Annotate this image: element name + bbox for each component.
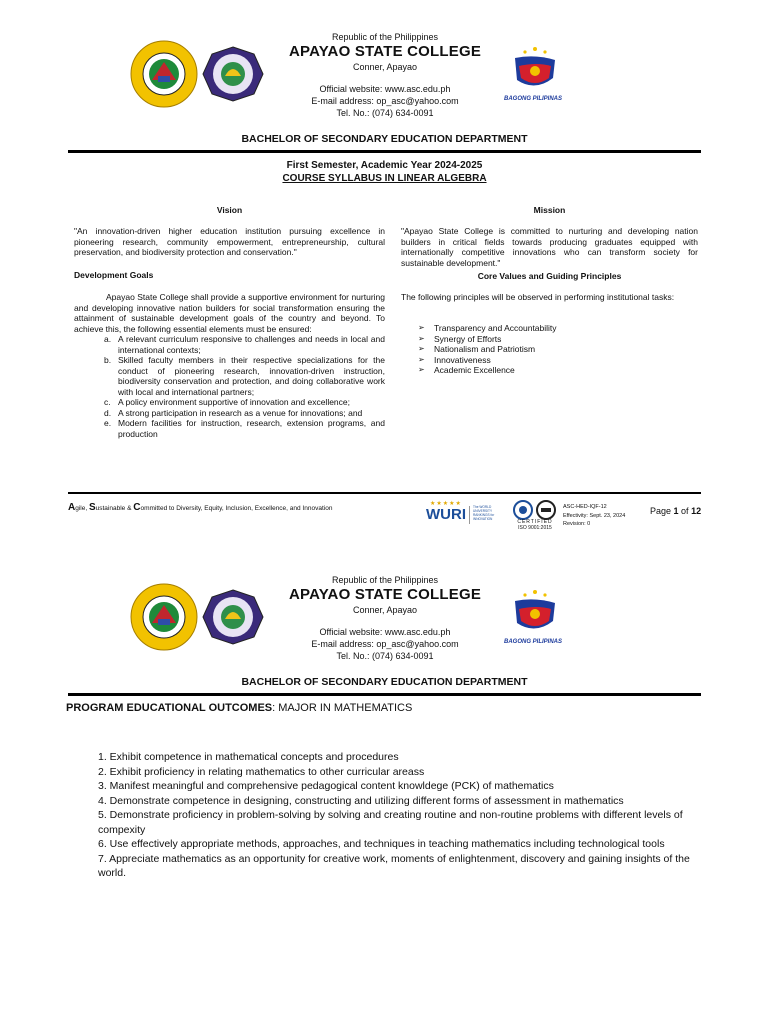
dev-goals-heading: Development Goals (74, 270, 154, 280)
header-divider (68, 693, 701, 696)
vision-text: "An innovation-driven higher education institution pursuing excellence in pioneering research, community empowerment, entrepreneurship, cultural preservation, and biodiversity protection and conservation." (74, 226, 385, 257)
outcome-item: 3. Manifest meaningful and comprehensive pedagogical content knowldege (PCK) of mathematics (98, 780, 554, 792)
department-heading: BACHELOR OF SECONDARY EDUCATION DEPARTMENT (241, 676, 528, 688)
dev-goal-item: b. Skilled faculty members in their respective specializations for the conduct of pioneering research, innovation-driven instruction, biodiversity conservation and protection, and doing collaborative work with local and international partners; (104, 355, 385, 397)
core-value-item: ➢ Academic Excellence (418, 365, 688, 376)
outcome-item: 1. Exhibit competence in mathematical concepts and procedures (98, 751, 399, 763)
mission-heading: Mission (533, 205, 566, 215)
college-name: APAYAO STATE COLLEGE (288, 586, 482, 603)
republic-text: Republic of the Philippines (331, 575, 439, 585)
email-text: E-mail address: op_asc@yahoo.com (311, 639, 459, 649)
outcome-item: 6. Use effectively appropriate methods, approaches, and techniques in teaching mathematics including technological tools (98, 838, 665, 850)
doc-code: ASC-HED-IQF-12 (563, 504, 607, 510)
revision: Revision: 0 (563, 521, 591, 527)
mission-text: "Apayao State College is committed to nurturing and developing nation builders in critical fields towards producing graduates equipped with internationally competitive innovations who can transform society for sustainable development." (401, 226, 698, 268)
website-text: Official website: www.asc.edu.ph (319, 627, 451, 637)
wuri-text: WURI (426, 506, 466, 523)
college-location: Conner, Apayao (352, 62, 418, 72)
college-seal-logo (130, 583, 198, 651)
wuri-small-text: The WORLD UNIVERSITY RANKINGS for INNOVATION (473, 505, 495, 521)
outcome-item: 2. Exhibit proficiency in relating mathematics to other curricular areass (98, 765, 425, 778)
certification-badges (513, 500, 557, 520)
core-values-heading: Core Values and Guiding Principles (477, 271, 622, 281)
core-value-item: ➢ Innovativeness (418, 355, 688, 366)
core-value-item: ➢ Synergy of Efforts (418, 334, 688, 345)
tel-text: Tel. No.: (074) 634-0091 (336, 651, 434, 661)
bagong-pilipinas-logo (505, 587, 565, 637)
outcome-item: 5. Demonstrate proficiency in problem-solving by solving and creating routine and non-routine problems with different levels of compexity (98, 809, 683, 836)
document-control (563, 503, 643, 529)
footer-divider (68, 492, 701, 494)
peo-title (66, 702, 706, 714)
course-title: COURSE SYLLABUS IN LINEAR ALGEBRA (282, 173, 487, 184)
core-values-intro: The following principles will be observed in performing institutional tasks: (401, 292, 675, 302)
vision-heading: Vision (216, 205, 243, 215)
page-number: Page 1 of 12 (650, 506, 702, 516)
dev-goal-item: d. A strong participation in research as a venue for innovations; and (104, 407, 363, 418)
outcomes-list (98, 750, 702, 881)
core-values-list (418, 323, 688, 376)
outcome-item: 4. Demonstrate competence in designing, constructing and utilizing different forms of assessment in mathematics (98, 794, 624, 807)
outcome-item: 7. Appreciate mathematics as an opportunity for creative work, moments of enlightenment, discovery and gaining insights of the world. (98, 852, 690, 879)
department-seal-logo (202, 46, 264, 102)
email-text: E-mail address: op_asc@yahoo.com (311, 96, 459, 106)
republic-text: Republic of the Philippines (331, 32, 439, 42)
footer-tagline: Agile, Sustainable & Committed to Diversity, Equity, Inclusion, Excellence, and Innovation (68, 502, 333, 513)
bagong-pilipinas-label: BAGONG PILIPINAS (503, 639, 562, 645)
dev-goal-item: a. A relevant curriculum responsive to challenges and needs in local and international contexts; (104, 334, 385, 355)
bagong-pilipinas-label: BAGONG PILIPINAS (503, 96, 562, 102)
header-divider (68, 150, 701, 153)
website-text: Official website: www.asc.edu.ph (319, 84, 451, 94)
college-location: Conner, Apayao (352, 605, 418, 615)
dev-goal-item: c. A policy environment supportive of innovation and excellence; (104, 397, 351, 407)
iso-label: ISO 9001:2015 (518, 525, 552, 531)
wuri-logo (426, 500, 506, 526)
college-seal-logo (130, 40, 198, 108)
dev-goals-list (96, 334, 385, 439)
core-value-item: ➢ Nationalism and Patriotism (418, 344, 688, 355)
bagong-pilipinas-logo (505, 44, 565, 94)
college-name: APAYAO STATE COLLEGE (288, 43, 482, 60)
core-value-item: ➢ Transparency and Accountability (418, 323, 688, 334)
wuri-stars-icon: ★★★★★ (430, 501, 462, 507)
effectivity: Effectivity: Sept. 23, 2024 (563, 512, 626, 519)
department-heading: BACHELOR OF SECONDARY EDUCATION DEPARTMENT (241, 133, 528, 145)
dev-goal-item: e. Modern facilities for instruction, research, extension programs, and production (104, 418, 385, 439)
department-seal-logo (202, 589, 264, 645)
tel-text: Tel. No.: (074) 634-0091 (336, 108, 434, 118)
certified-label: CERTIFIED (517, 519, 553, 525)
peo-suffix: : MAJOR IN MATHEMATICS (272, 702, 413, 714)
semester-title: First Semester, Academic Year 2024-2025 (286, 160, 483, 171)
peo-heading: PROGRAM EDUCATIONAL OUTCOMES (66, 702, 273, 714)
dev-goals-intro: Apayao State College shall provide a supportive environment for nurturing and developing innovative nation builders for social transformation ensuring the attainment of sustainable development goals of the country and beyond. To achieve this, the following essential elements must be ensured: (74, 292, 385, 334)
